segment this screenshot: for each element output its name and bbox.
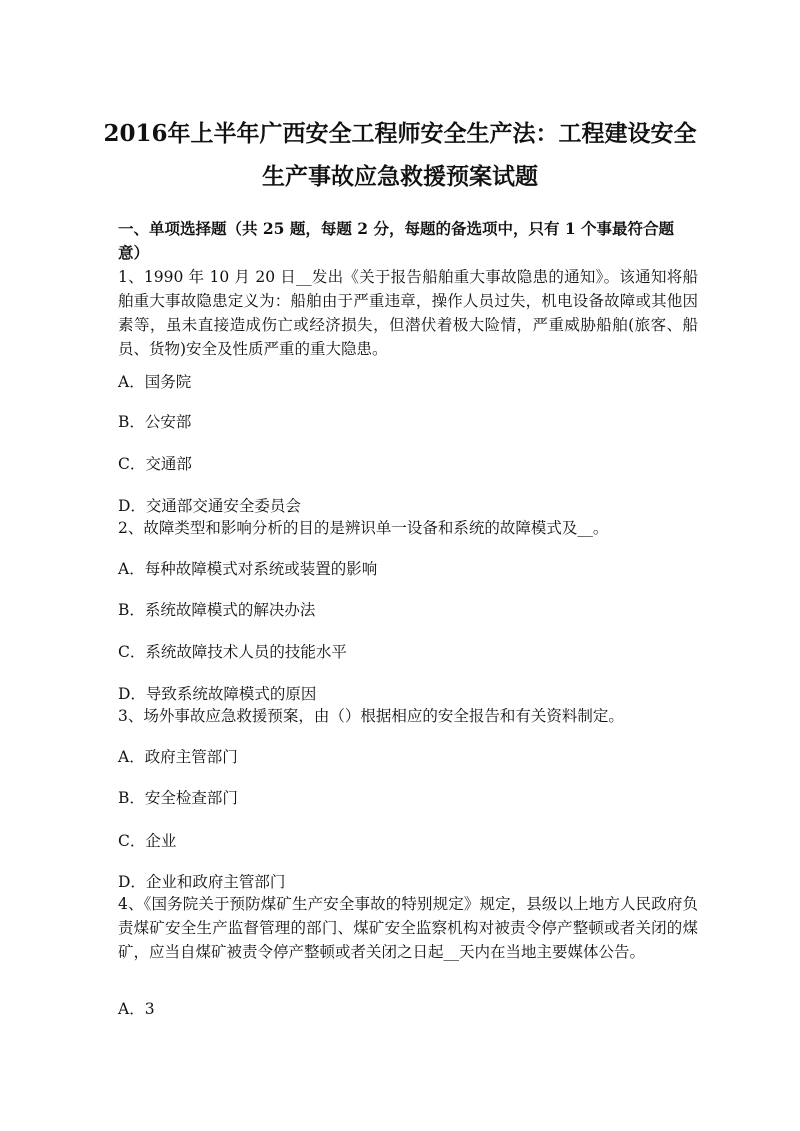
question-2-option-a: A．每种故障模式对系统或装置的影响 <box>118 560 378 578</box>
question-3-option-d: D．企业和政府主管部门 <box>118 873 286 891</box>
question-4-stem: 4、《国务院关于预防煤矿生产安全事故的特别规定》规定，县级以上地方人民政府负责煤矿安全生产监督管理的部门、煤矿安全监察机构对被责令停产整顿或者关闭的煤矿，应当自煤矿被责令停产整顿或者关闭之日起__天内在当地主要媒体公告。 <box>118 895 698 961</box>
document-title-line-1: 2016年上半年广西安全工程师安全生产法：工程建设安全 <box>103 120 697 147</box>
question-2-option-b: B．系统故障模式的解决办法 <box>118 601 316 619</box>
section-heading: 一、单项选择题（共 25 题，每题 2 分，每题的备选项中，只有 1 个事最符合题意） <box>118 219 675 262</box>
question-4-option-a: A．3 <box>118 1000 155 1018</box>
question-2-option-d: D．导致系统故障模式的原因 <box>118 685 317 703</box>
question-1-option-b: B．公安部 <box>118 413 192 431</box>
question-1-option-d: D．交通部交通安全委员会 <box>118 497 301 515</box>
question-3-option-a: A．政府主管部门 <box>118 748 238 766</box>
question-2-stem: 2、故障类型和影响分析的目的是辨识单一设备和系统的故障模式及__。 <box>118 519 609 537</box>
question-1-stem: 1、1990 年 10 月 20 日__发出《关于报告船舶重大事故隐患的通知》。该通知将船舶重大事故隐患定义为：船舶由于严重违章，操作人员过失，机电设备故障或其他因素等，虽未直接造成伤亡或经济损失，但潜伏着极大险情，严重威胁船舶(旅客、船员、货物)安全及性质严重的重大隐患。 <box>118 268 698 358</box>
question-3-stem: 3、场外事故应急救援预案，由（）根据相应的安全报告和有关资料制定。 <box>118 707 624 725</box>
question-1-option-c: C．交通部 <box>118 455 192 473</box>
document-title-line-2: 生产事故应急救援预案试题 <box>262 163 538 190</box>
question-3-option-c: C．企业 <box>118 832 177 850</box>
question-1-option-a: A．国务院 <box>118 373 192 391</box>
question-3-option-b: B．安全检查部门 <box>118 789 238 807</box>
question-2-option-c: C．系统故障技术人员的技能水平 <box>118 643 347 661</box>
